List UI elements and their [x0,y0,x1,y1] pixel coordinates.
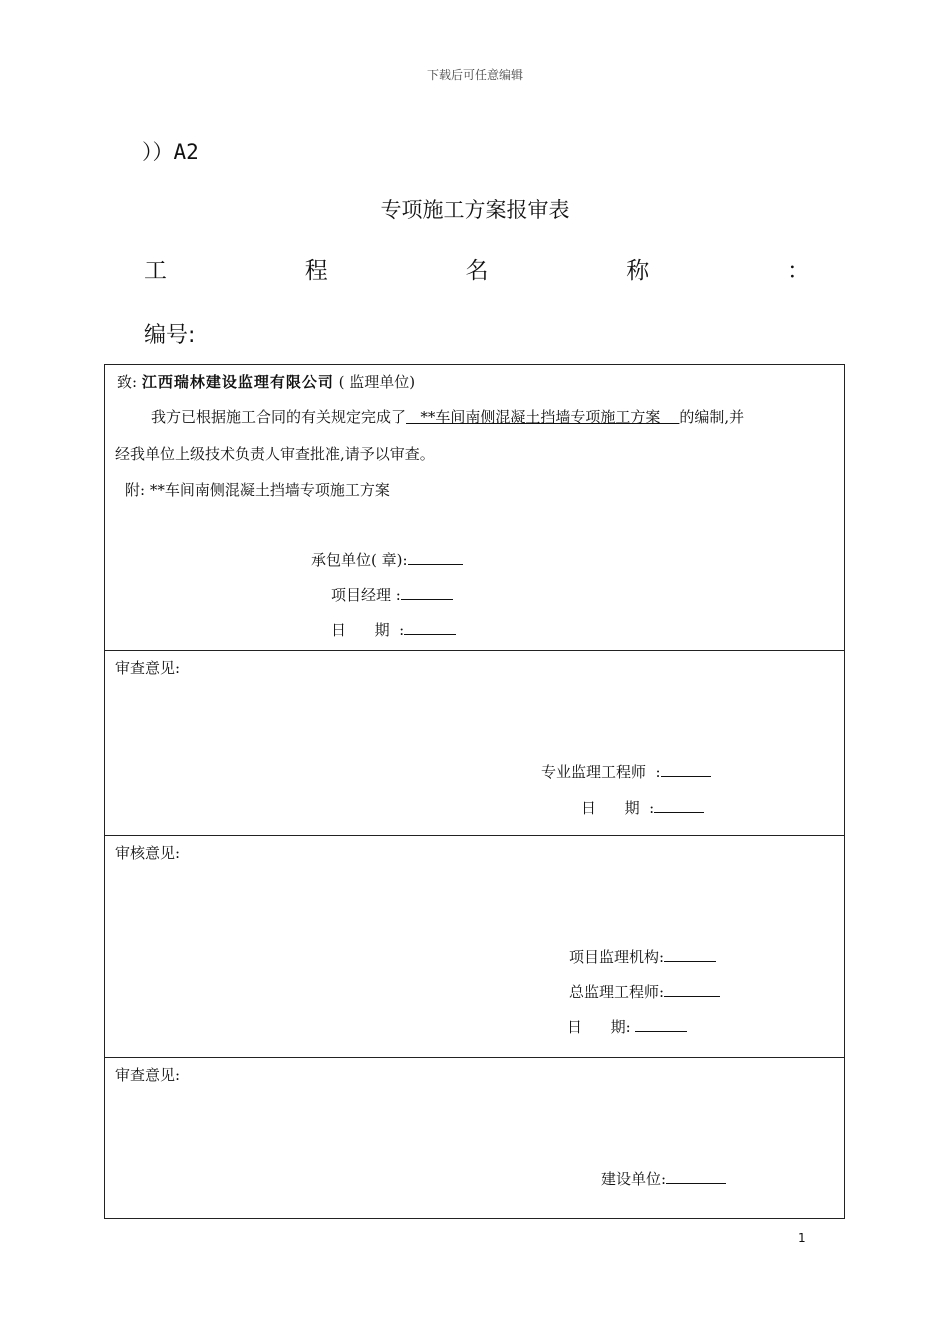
supervision-org-row [569,946,716,967]
page-number: 1 [798,1231,806,1245]
date-label: 日 期: [567,1018,631,1036]
submission-body-line2: 经我单位上级技术负责人审查批准,请予以审查。 [115,445,435,463]
attachment-line: 附: **车间南侧混凝土挡墙专项施工方案 [125,481,390,499]
audit-section [105,836,844,1058]
project-name-colon: ： [787,258,810,284]
owner-opinion-label: 审查意见: [115,1066,181,1084]
addressee-line [117,371,415,392]
project-name-char: 程 [304,258,328,284]
date-blank[interactable] [635,1017,687,1032]
org-blank[interactable] [664,947,716,962]
review-section [105,651,844,836]
page-title: 专项施工方案报审表 [380,198,570,222]
approval-form-table [104,364,845,1219]
project-name-row [144,252,810,285]
org-label: 项目监理机构: [569,948,665,966]
addressee-suffix: ( 监理单位) [338,373,416,391]
chief-label: 总监理工程师: [569,983,665,1001]
engineer-signature-row [541,761,711,782]
owner-review-section [105,1058,844,1218]
contractor-label: 承包单位( 章): [311,551,408,569]
project-name-char: 工 [144,258,167,284]
submission-section [105,365,844,651]
review-opinion-label: 审查意见: [115,659,181,677]
serial-number-label: 编号: [144,323,196,348]
audit-date-row [567,1016,687,1037]
project-name-char: 名 [465,258,489,284]
date-blank[interactable] [404,620,456,635]
chief-engineer-row [569,981,720,1002]
owner-blank[interactable] [666,1169,726,1184]
engineer-label: 专业监理工程师 : [541,763,661,781]
date-label: 日 期 : [331,621,405,639]
addressee-prefix: 致: [117,373,138,391]
supervision-company: 江西瑞林建设监理有限公司 [141,373,334,391]
engineer-blank[interactable] [661,762,711,777]
submission-date-row [331,619,456,640]
owner-signature-row [601,1168,726,1189]
form-code: ））A2 [142,140,199,164]
manager-blank[interactable] [401,585,453,600]
body-text-end: 的编制,并 [679,408,745,426]
audit-opinion-label: 审核意见: [115,844,181,862]
submission-body-line1 [151,406,744,427]
manager-signature-row [331,584,453,605]
owner-label: 建设单位: [601,1170,667,1188]
contractor-signature-row [311,549,463,570]
date-label: 日 期 : [581,799,655,817]
body-text: 我方已根据施工合同的有关规定完成了 [151,408,407,426]
chief-blank[interactable] [664,982,720,997]
plan-name-field: **车间南侧混凝土挡墙专项施工方案 [406,408,680,426]
manager-label: 项目经理 : [331,586,401,604]
review-date-row [581,797,704,818]
page-header-note: 下载后可任意编辑 [426,68,523,82]
date-blank[interactable] [654,798,704,813]
contractor-blank[interactable] [408,550,463,565]
project-name-char: 称 [626,258,650,284]
